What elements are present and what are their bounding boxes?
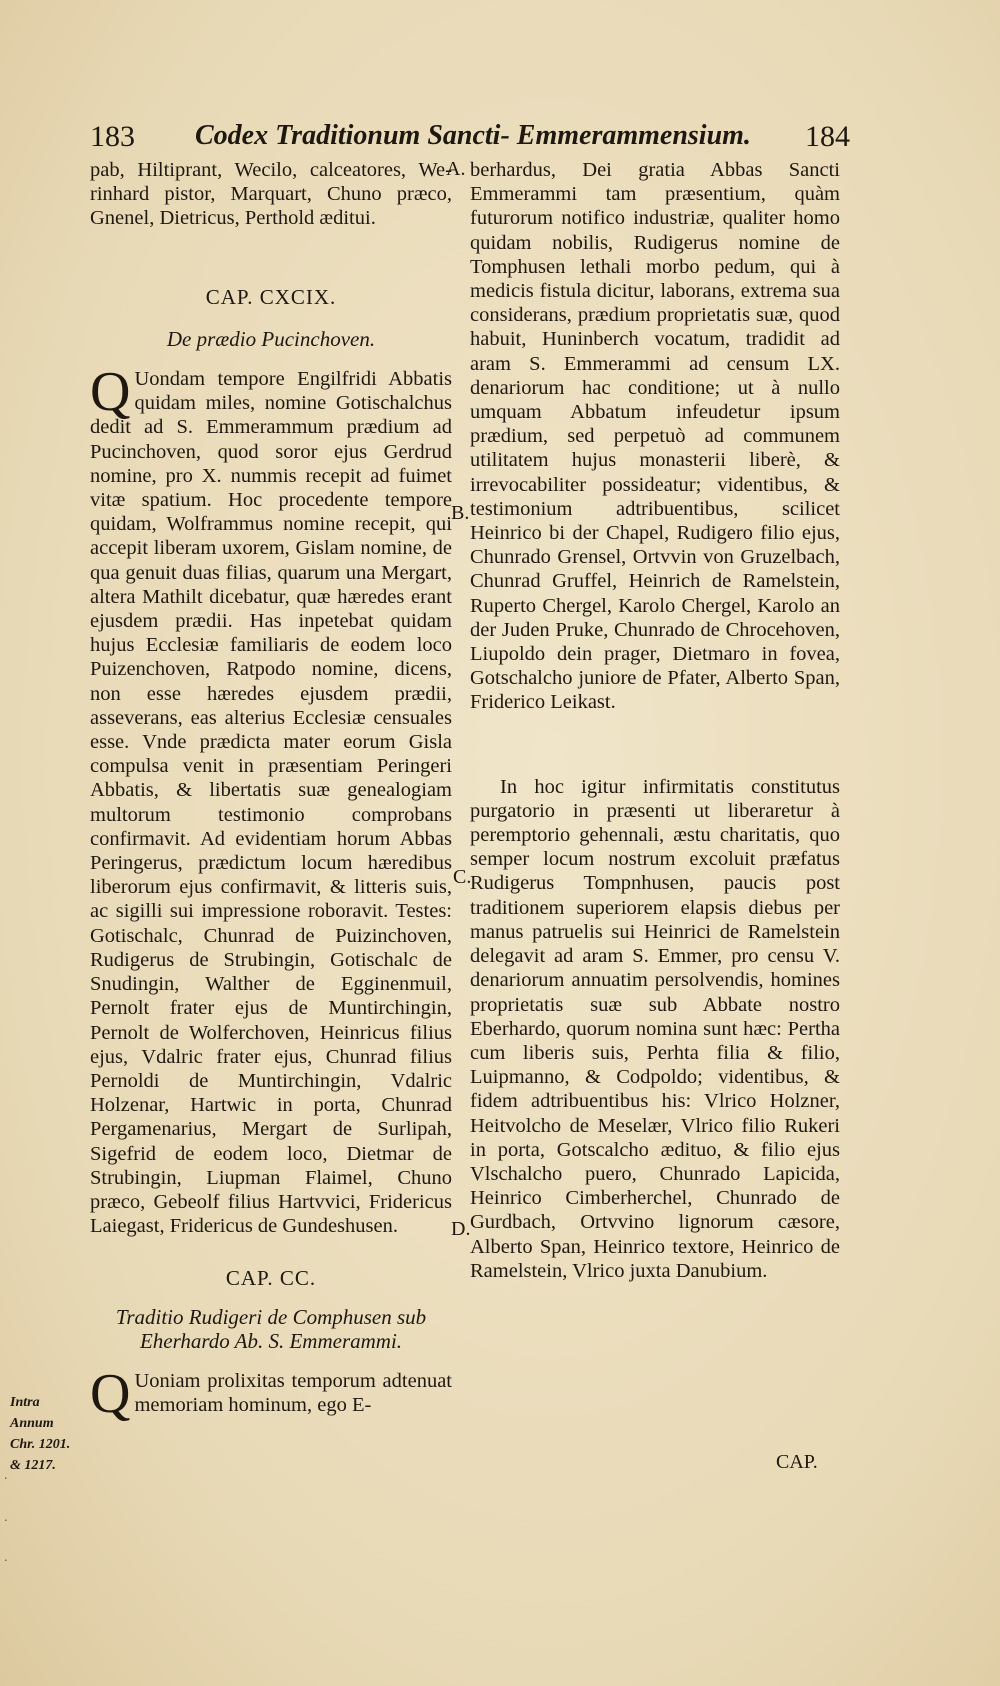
right-column	[470, 158, 840, 1283]
page-header	[90, 120, 850, 160]
chapter-199-heading: CAP. CXCIX.	[205, 284, 337, 309]
catchword: CAP.	[776, 1451, 818, 1473]
chapter-199-dropcap: Q	[90, 361, 131, 424]
chapter-200-dropcap: Q	[90, 1362, 131, 1425]
margin-letter-c: C.	[453, 866, 472, 888]
margin-letter-a: A.	[446, 158, 466, 180]
margin-mark: .	[4, 1468, 8, 1483]
margin-side-note: Intra Annum Chr. 1201. & 1217.	[10, 1395, 71, 1473]
chapter-200-text: Uoniam prolixitas temporum adtenuat memoriam hominum, ego E-	[134, 1369, 452, 1417]
left-column	[90, 158, 452, 1425]
right-paragraph-1: berhardus, Dei gratia Abbas Sancti Emmerammi tam præsentium, quàm futurorum notifico industriæ, qualiter homo quidam nobilis, Rudigerus nomine de Tomphusen lethali morbo pedum, qui à medicis fistula dicitur, laborans, extrema sua considerans, prædium proprietatis suæ, quod habuit, Huninberch vocatum, tradidit ad aram S. Emmerammi ad censum LX. denariorum hac conditione; ut à nullo umquam Abbatum infeudetur ipsum prædium, sed perpetuò ad communem utilitatem hujus monasterii liberè, & irrevocabiliter possideatur; videntibus, & testimonium adtribuentibus, scilicet Heinrico bi der Chapel, Rudigero filio ejus, Chunrado Grensel, Ortvvin von Gruzelbach, Chunrad Gruffel, Heinrich de Ramelstein, Ruperto Chergel, Karolo Chergel, Karolo an der Juden Pruke, Chunrado de Chrocehoven, Liupoldo dein prager, Dietmaro in fovea, Gotschalcho juniore de Pfater, Alberto Span, Friderico Leikast.	[470, 159, 840, 714]
chapter-199-body	[90, 361, 452, 1238]
running-title: Codex Traditionum Sancti- Emmerammensium.	[195, 120, 751, 151]
margin-mark: .	[4, 1510, 8, 1525]
chapter-200-subtitle: Traditio Rudigeri de Comphusen sub Eherhardo Ab. S. Emmerammi.	[115, 1304, 427, 1353]
margin-letter-b: B.	[451, 502, 470, 524]
intro-text: pab, Hiltiprant, Wecilo, calceatores, We-rinhard pistor, Marquart, Chuno præco, Gnenel, Dietricus, Perthold æditui.	[90, 159, 452, 230]
chapter-200-body	[90, 1362, 452, 1425]
chapter-199-subtitle: De prædio Pucinchoven.	[166, 326, 376, 351]
page-number-right: 184	[805, 120, 850, 153]
margin-letter-d: D.	[451, 1218, 471, 1240]
chapter-200-heading: CAP. CC.	[225, 1266, 317, 1291]
right-paragraph-2: In hoc igitur infirmitatis constitutus purgatorio in præsenti ut liberaretur à peremptorio gehennali, æstu charitatis, quo semper locum nostrum excoluit præfatus Rudigerus Tompnhusen, paucis post traditionem superiorem elapsis diebus per manus patruelis sui Heinrici de Ramelstein delegavit ad aram S. Emmer, pro censu V. denariorum annuatim persolvendis, homines proprietatis suæ sub Abbate nostro Eberhardo, quorum nomina sunt hæc: Pertha cum liberis suis, Perhta filia & filio, Luipmanno, & Codpoldo; videntibus, & fidem adtribuentibus his: Vlrico Holzner, Heitvolcho de Meselær, Vlrico filio Rukeri in porta, Gotscalcho ædituo, & filio ejus Vlschalcho puero, Chunrado Lapicida, Heinrico Cimberherchel, Chunrado de Gurdbach, Ortvvino lignorum cæsore, Alberto Span, Heinrico textore, Heinrico de Ramelstein, Vlrico juxta Danubium.	[470, 775, 840, 1282]
page-number-left: 183	[90, 120, 135, 153]
margin-mark: .	[4, 1550, 8, 1565]
chapter-199-text: Uondam tempore Engilfridi Abbatis quidam miles, nomine Gotischalchus dedit ad S. Emmerammum prædium ad Pucinchoven, quod soror ejus Gerdrud nomine, pro X. nummis recepit ad fuimet vitæ spatium. Hoc procedente tempore quidam, Wolframmus nomine recepit, qui accepit liberam uxorem, Gislam nomine, de qua genuit duas filias, quarum una Mergart, altera Mathilt dicebatur, quæ hæredes erant ejusdem prædii. Has inpetebat quidam hujus Ecclesiæ familiaris de eodem loco Puizenchoven, Ratpodo nomine, dicens, non esse hæredes ejusdem prædii, asseverans, eas alterius Ecclesiæ censuales esse. Vnde prædicta mater eorum Gisla compulsa venit in præsentiam Peringeri Abbatis, & libertatis suæ genealogiam multorum testimonio comprobans confirmavit. Ad evidentiam horum Abbas Peringerus, prædictum locum hæredibus liberorum ejus confirmavit, & litteris suis, ac sigilli sui impressione roboravit. Testes: Gotischalc, Chunrad de Puizinchoven, Rudigerus de Strubingin, Gotischalc de Snudingin, Walther de Egginenmuil, Pernolt frater ejus de Muntirchingin, Pernolt de Wolferchoven, Heinricus filius ejus, Vdalric frater ejus, Chunrad filius Pernoldi de Muntirchingin, Vdalric Holzenar, Hartwic in porta, Chunrad Pergamenarius, Mergart de Surlipah, Sigefrid de eodem loco, Dietmar de Strubingin, Liupman Flaimel, Chuno præco, Gebeolf filius Hartvvici, Fridericus Laiegast, Fridericus de Gundeshusen.	[90, 368, 452, 1238]
